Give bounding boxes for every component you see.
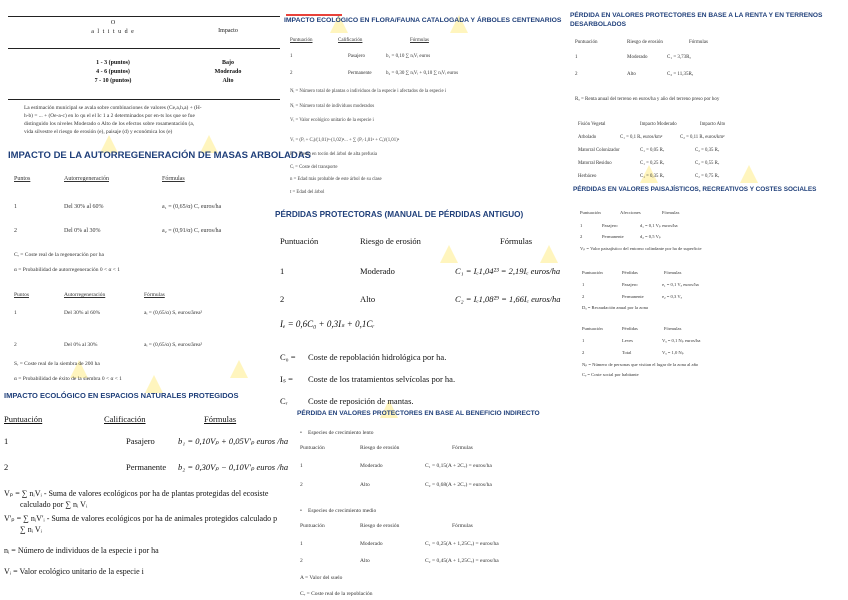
- col-header: Calificación: [338, 38, 363, 43]
- intro-paragraph: [24, 104, 286, 136]
- cell: 2: [582, 350, 585, 355]
- paisaje-title: PÉRDIDAS EN VALORES PAISAJÍSTICOS, RECREATIVOS Y COSTES SOCIALES: [573, 186, 817, 193]
- watermark-shape: [540, 245, 558, 263]
- flora-defs: [290, 85, 560, 199]
- perdidas-antiguo-equation: Iₑ = 0,6C₀ + 0,3Iₛ + 0,1Cᵣ: [280, 319, 375, 329]
- cell: Moderado: [360, 463, 383, 469]
- col-header: Afecciones: [620, 210, 641, 215]
- col-header: Impacto Moderado: [640, 122, 677, 127]
- cell-formula: Vₓ = 1,0 Nₚ: [662, 350, 684, 355]
- indirecto-sub1: Especies de crecimiento lento: [308, 430, 374, 436]
- top-table-right-3: Alto: [222, 78, 234, 84]
- cell-formula: C₂ = 0,45(A + 1,25Cᵥ) = euros/ha: [425, 558, 499, 564]
- col-header: Fórmulas: [410, 38, 429, 43]
- col-header: Fórmulas: [452, 523, 473, 529]
- cell: Alto: [360, 558, 370, 564]
- cell: Del 30% al 60%: [64, 310, 101, 316]
- cell-formula: C₂ = 11,35Rₐ: [667, 72, 694, 77]
- cell: Pasajero: [348, 54, 365, 59]
- cell-formula: e₂ = 0,3 Vₓ: [662, 294, 682, 299]
- renta-title: [570, 11, 822, 29]
- cell: Del 0% al 30%: [64, 228, 101, 234]
- col-header: Fórmulas: [162, 176, 185, 182]
- flora-def: Nᵢ = Número total de plantas o individuos de la especie i afectados de la especie i: [290, 89, 447, 94]
- def-symbol: Cᵣ: [280, 396, 288, 406]
- cell: C₁ = 0,1 Rᵥ euros/km²: [620, 135, 663, 140]
- cell: 1: [300, 463, 303, 469]
- cell: 2: [290, 71, 293, 76]
- cell: 2: [14, 342, 17, 348]
- cell-formula: b₁ = 0,10Vₚ + 0,05V'ₚ euros /ha: [178, 436, 289, 446]
- top-table-left-1: 1 - 3 (puntos): [96, 60, 130, 66]
- autoregen-def-2: α = Probabilidad de autorregeneración 0 < α < 1: [14, 267, 120, 273]
- autoregen-title: IMPACTO DE LA AUTORREGENERACIÓN DE MASAS ARBOLADAS: [8, 150, 311, 161]
- cell: 1: [14, 204, 17, 210]
- perdidas-antiguo-defs: [280, 346, 570, 412]
- flora-def: Nᵢ = Número total de individuos moderados: [290, 103, 375, 109]
- cell: Pasajero: [622, 282, 638, 287]
- paisaje-def-4: Cₑ = Coste social por habitante: [582, 372, 639, 377]
- flora-def: Vᵢ = Valor ecológico unitario de la especie i: [290, 118, 374, 123]
- col-header: Fórmulas: [500, 236, 533, 246]
- cell-formula: aᵢ = (0,65/α) Sᵣ euros/ãrea²: [144, 342, 203, 348]
- watermark-shape: [440, 245, 458, 263]
- cell: C₂ = 0,11 Rᵥ euros/km²: [680, 135, 725, 140]
- col-header: Puntuación: [582, 326, 603, 331]
- cell-formula: d₂ = 0,5 Vₚ: [640, 234, 661, 239]
- cell: 2: [280, 294, 285, 304]
- espacios-def-1b: calculado por ∑ nᵢ Vᵢ: [20, 500, 88, 509]
- espacios-defs: [4, 488, 296, 577]
- cell: Herbáceo: [578, 174, 597, 179]
- cell-formula: Vₓ = 0,1 Nₚ euros/ha: [662, 338, 701, 343]
- perdidas-antiguo-title: PÉRDIDAS PROTECTORAS (MANUAL DE PÉRDIDAS ANTIGUO): [275, 210, 524, 219]
- indirecto-sub2: Especies de crecimiento medio: [308, 508, 377, 514]
- cell: Matorral Colonizador: [578, 148, 620, 153]
- espacios-def-3: nᵢ = Número de individuos de la especie i por ha: [4, 546, 159, 555]
- col-header: Riesgo de erosión: [360, 445, 400, 451]
- cell-formula: C₁ = Iₑ1,04²³ = 2,19Iₑ euros/ha: [455, 266, 561, 276]
- flora-def: Pᵢ = Precio en tocón del árbol de alta prefusia: [290, 152, 378, 157]
- flora-def: Vᵢ = (Pᵢ + Cᵢ)/(1,01)ⁿ·(1,02)ᵏ... + ∑ (Pᵢ·1,01ⁿ + Cᵢ)/(1,01)ⁿ: [290, 137, 400, 143]
- cell: 1: [580, 223, 583, 228]
- def-text: Coste de los tratamientos selvícolas por ha.: [308, 374, 456, 384]
- paisaje-def-3: Nₚ = Número de personas que visitan el lugar de la zona al año: [582, 362, 699, 367]
- top-table-right-1: Bajo: [222, 60, 234, 66]
- cell-formula: a₂ = (0,91/α) Cᵣ euros/ha: [162, 228, 222, 234]
- autoregen-def-1: Cᵣ = Coste real de la regeneración por ha: [14, 252, 104, 258]
- cell: Del 0% al 30%: [64, 342, 98, 348]
- cell: 1: [300, 541, 303, 547]
- col-header: Fórmulas: [662, 210, 680, 215]
- cell: Total: [622, 350, 632, 355]
- cell-formula: C₁ = 3,73Rₐ: [667, 55, 691, 60]
- cell: Permanente: [348, 71, 372, 76]
- cell: 2: [580, 234, 583, 239]
- col-header: Puntos: [14, 292, 29, 298]
- col-header: Riesgo de erosión: [360, 236, 421, 246]
- cell: C₁ = 0,35 Rᵥ: [640, 174, 665, 179]
- top-table-left-3: 7 - 10 (puntos): [94, 78, 132, 84]
- col-header: Fórmulas: [664, 326, 682, 331]
- cell-formula: C₂ = 0,68(A + 2Cᵥ) = euros/ha: [425, 482, 492, 488]
- col-header: Calificación: [104, 414, 146, 424]
- cell: Alto: [627, 72, 636, 77]
- flora-title: IMPACTO ECOLÓGICO EN FLORA/FAUNA CATALOGADA Y ÁRBOLES CENTENARIOS: [284, 17, 562, 24]
- col-header: Impacto Alto: [700, 122, 726, 127]
- cell: 2: [582, 294, 585, 299]
- autoregen-def-3: Sᵣ = Coste real de la siembra de 200 ha: [14, 361, 100, 367]
- accent-bar: [286, 14, 342, 16]
- renta-title-line-2: DESARBOLADOS: [570, 21, 627, 28]
- cell: Arbolado: [578, 135, 597, 140]
- cell-formula: C₁ = 0,25(A + 1,25Cᵥ) = euros/ha: [425, 541, 499, 547]
- cell-formula: aᵢ = (0,65/α) Sᵣ euros/ãrea²: [144, 310, 203, 316]
- cell: Del 30% al 60%: [64, 204, 104, 210]
- flora-def: Cᵢ = Coste del transporte: [290, 164, 338, 170]
- espacios-def-4: Vᵢ = Valor ecológico unitario de la especie i: [4, 567, 144, 576]
- col-header: Puntuación: [580, 210, 601, 215]
- top-table-head-left-2: a l t i t u d e: [91, 29, 135, 35]
- watermark-shape: [230, 360, 248, 378]
- col-header: Autorregeneración: [64, 176, 109, 182]
- cell: C₂ = 0,55 Rᵥ: [695, 161, 720, 166]
- top-table-head-left-1: O: [110, 20, 116, 26]
- cell: 2: [300, 482, 303, 488]
- paisaje-def-1: Vₚ = Valor paisajístico del entorno colindante por ha de superficie: [580, 246, 702, 251]
- col-header: Fórmulas: [204, 414, 237, 424]
- cell: Permanente: [622, 294, 644, 299]
- cell: Moderado: [360, 541, 383, 547]
- top-table-right-2: Moderado: [214, 69, 242, 75]
- col-header: Autorregeneración: [64, 292, 106, 298]
- col-header: Fisión Vegetal: [578, 122, 606, 127]
- col-header: Puntuación: [280, 236, 319, 246]
- flora-def: t = Edad del árbol: [290, 189, 325, 195]
- col-header: Fórmulas: [689, 40, 708, 45]
- col-header: Fórmulas: [452, 445, 473, 451]
- col-header: Riesgo de erosión: [360, 523, 400, 529]
- cell: 1: [290, 54, 293, 59]
- espacios-def-2a: V'ₚ = ∑ nᵢV'ᵢ - Suma de valores ecológicos por ha de animales protegidos calculado p: [4, 514, 278, 523]
- renta-title-line-1: PÉRDIDA EN VALORES PROTECTORES EN BASE A LA RENTA Y EN TERRENOS: [570, 12, 823, 19]
- def-symbol: Iₛ =: [280, 374, 293, 384]
- cell-formula: C₁ = 0,15(A + 2Cᵥ) = euros/ha: [425, 463, 492, 469]
- col-header: Riesgo de erosión: [627, 40, 663, 45]
- col-header: Puntos: [14, 176, 31, 182]
- cell: 1: [582, 338, 585, 343]
- cell: 1: [4, 436, 9, 446]
- cell: 1: [575, 55, 578, 60]
- flora-def: n = Edad más probable de este árbol de su clase: [290, 176, 382, 182]
- cell: Pasajero: [602, 223, 618, 228]
- espacios-def-2b: ∑ nᵢ Vᵢ: [20, 525, 42, 534]
- paragraph-line: h-b) = ... + (Oe-a-c) en lo qu el el Ic 1 a 2 determinados por en-ts los que se fue: [24, 113, 195, 119]
- cell: Permanente: [602, 234, 624, 239]
- paragraph-line: vida silvestre el riesgo de erosión (e), paisaje (d) y económica los (e): [24, 129, 173, 135]
- paragraph-line: La estimación municipal se avala sobre combinaciones de valores (Ce,a,h,a) + (H-: [24, 105, 202, 111]
- col-header: Fórmulas: [144, 292, 165, 298]
- col-header: Pérdidas: [622, 270, 638, 275]
- col-header: Fórmulas: [664, 270, 682, 275]
- cell: Alto: [360, 294, 376, 304]
- top-table-head-right: Impacto: [218, 28, 238, 34]
- cell: 1: [14, 310, 17, 316]
- cell: C₁ = 0,05 Rᵥ: [640, 148, 665, 153]
- espacios-def-1a: Vₚ = ∑ nᵢVᵢ - Suma de valores ecológicos por ha de plantas protegidas del ecosiste: [4, 489, 269, 498]
- def-text: Coste de reposición de mantas.: [308, 396, 414, 406]
- col-header: Puntuación: [300, 445, 325, 451]
- cell: 2: [300, 558, 303, 564]
- cell-formula: b₂ = 0,30 ∑ nᵢVᵢ + 0,10 ∑ nᵢVᵢ euros: [386, 71, 459, 76]
- cell: 2: [14, 228, 17, 234]
- cell: 2: [4, 462, 9, 472]
- indirecto-title: PÉRDIDA EN VALORES PROTECTORES EN BASE AL BENEFICIO INDIRECTO: [297, 410, 540, 417]
- top-table: [8, 8, 280, 100]
- col-header: Puntuación: [575, 40, 598, 45]
- col-header: Puntuación: [582, 270, 603, 275]
- cell-formula: C₂ = Iₑ1,08²⁹ = 1,66Iₑ euros/ha: [455, 294, 561, 304]
- cell-formula: e₁ = 0,1 Vₓ euros/ha: [662, 282, 699, 287]
- col-header: Pérdidas: [622, 326, 638, 331]
- cell-formula: d₁ = 0,1 Vₚ euros/ha: [640, 223, 678, 228]
- col-header: Puntuación: [300, 523, 325, 529]
- cell: Matorral Residuo: [578, 161, 612, 166]
- indirecto-def-1: A = Valor del suelo: [300, 575, 343, 581]
- cell: C₁ = 0,25 Rᵥ: [640, 161, 665, 166]
- renta-def: Rₐ = Renta anual del terreno en euros/ha y año del terreno preso por hoy: [575, 97, 720, 102]
- indirecto-def-2: Cᵥ = Coste real de la repoblación: [300, 591, 373, 597]
- cell: Permanente: [126, 462, 167, 472]
- autoregen-def-4: α = Probabilidad de éxito de la siembra 0 < α < 1: [14, 376, 122, 382]
- cell: Alto: [360, 482, 370, 488]
- paragraph-line: distinguido los niveles Moderado o Alto de los efectos sobre rosamentación (a,: [24, 121, 195, 127]
- cell: Leves: [622, 338, 633, 343]
- cell-formula: b₂ = 0,30Vₚ − 0,10V'ₚ euros /ha: [178, 462, 289, 472]
- cell: C₂ = 0,35 Rᵥ: [695, 148, 720, 153]
- cell: C₂ = 0,75 Rᵥ: [695, 174, 720, 179]
- cell: 1: [582, 282, 585, 287]
- cell-formula: b₁ = 0,10 ∑ nᵢVᵢ euros: [386, 54, 431, 59]
- def-symbol: C₀ =: [280, 352, 296, 362]
- col-header: Puntuación: [4, 414, 43, 424]
- cell-formula: a₁ = (0,65/α) Cᵣ euros/ha: [162, 204, 222, 210]
- watermark-shape: [740, 165, 758, 183]
- cell: 2: [575, 72, 578, 77]
- paisaje-def-2: Dₓ = Recaudación anual por la zona: [582, 305, 648, 310]
- col-header: Puntuación: [290, 38, 313, 43]
- cell: Moderado: [360, 266, 395, 276]
- espacios-title: IMPACTO ECOLÓGICO EN ESPACIOS NATURALES PROTEGIDOS: [4, 391, 239, 400]
- def-text: Coste de repoblación hidrológica por ha.: [308, 352, 447, 362]
- top-table-left-2: 4 - 6 (puntos): [96, 69, 130, 75]
- cell: Pasajero: [126, 436, 155, 446]
- cell: Moderado: [627, 55, 648, 60]
- cell: 1: [280, 266, 285, 276]
